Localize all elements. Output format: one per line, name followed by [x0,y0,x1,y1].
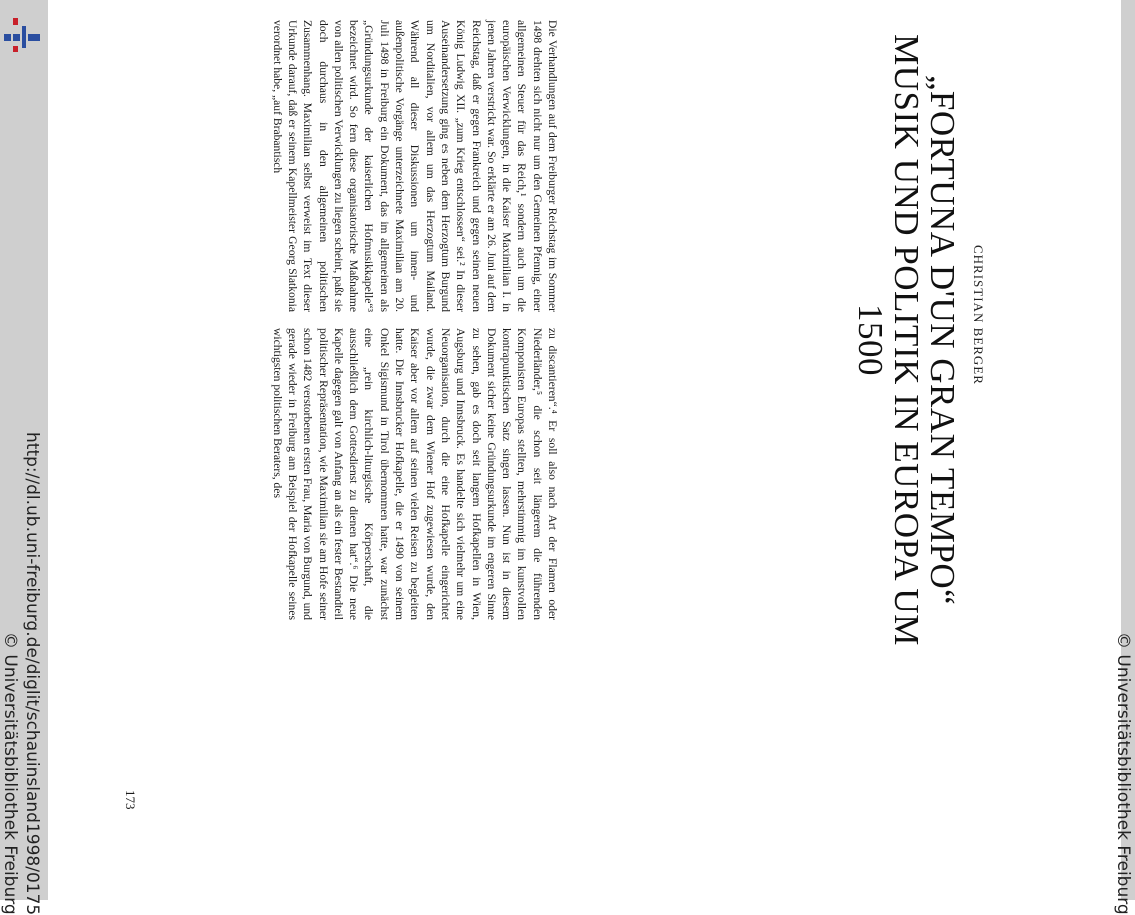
author-name: CHRISTIAN BERGER [971,245,986,385]
text-column-2: zu discantieren“.⁴ Er soll also nach Art der Flamen oder Niederländer,⁵ die schon seit längerem die führenden Komponisten Europas stellten, mehrstimmig im kunstvollen kontrapunktischen Satz singen lassen. Nun ist in diesem Dokument sicher keine Gründungsurkunde im engeren Sinne zu sehen, gab es doch seit langem Hofkapellen in Wien, Augsburg und Innsbruck. Es handelte sich vielmehr um eine Neuorganisation, durch die eine Hofkapelle eingerichtet wurde, die zwar dem Wiener Hof zugewiesen wurde, den Kaiser aber vor allem auf seinen vielen Reisen zu begleiten hatte. Die Innsbrucker Hofkapelle, die er 1490 von seinem Onkel Sigismund in Tirol übernommen hatte, war zunächst eine „rein kirchlich-liturgische Körperschaft, die ausschließlich dem Gottesdienst zu dienen hat“.⁶ Die neue Kapelle dagegen galt von Anfang an als ein fester Bestandteil politischer Repräsentation, wie Maximilian sie am Hofe seiner schon 1482 verstorbenen ersten Frau, Maria von Burgund, und gerade wieder in Freiburg am Beispiel der Hofkapelle seines wichtigsten politischen Beraters, des [270,328,559,620]
document-url[interactable]: http://dl.ub.uni-freiburg.de/diglit/schauinsland1998/0175 [22,432,42,915]
library-logo-icon [4,16,44,56]
copyright-right: © Universitätsbibliothek Freiburg [1113,632,1133,915]
article-title: „FORTUNA D'UN GRAN TEMPO“ MUSIK UND POLITIK IN EUROPA UM 1500 [851,34,962,646]
page-number: 173 [123,790,138,810]
copyright-left: © Universitätsbibliothek Freiburg [0,632,20,915]
text-column-1: Die Verhandlungen auf dem Freiburger Reichstag im Sommer 1498 drehten sich nicht nur um den Gemeinen Pfennig, einer allgemeinen Steuer für das Reich,¹ sondern auch um die europäischen Verwicklungen, in die Kaiser Maximilian I. in jenen Jahren verstrickt war. So erklärte er am 26. Juni auf dem Reichstag, daß er gegen Frankreich und gegen seinen neuen König Ludwig XII. „zum Krieg entschlossen“ sei.² In dieser Auseinandersetzung ging es neben dem Herzogtum Burgund um Norditalien, vor allem um das Herzogtum Mailand. Während all dieser Diskussionen um innen- und außenpolitische Vorgänge unterzeichnete Maximilian am 20. Juli 1498 in Freiburg ein Dokument, das im allgemeinen als „Gründungsurkunde der kaiserlichen Hofmusikkapelle“³ bezeichnet wird. So fern diese organisatorische Maßnahme von allen politischen Verwicklungen zu liegen scheint, paßt sie doch durchaus in den allgemeinen politischen Zusammenhang. Maximilian selbst verweist im Text dieser Urkunde darauf, daß er seinem Kapellmeister Georg Slatkonia verordnet habe, „auf Brabantisch [270,20,559,312]
scanned-page [100,10,1000,890]
